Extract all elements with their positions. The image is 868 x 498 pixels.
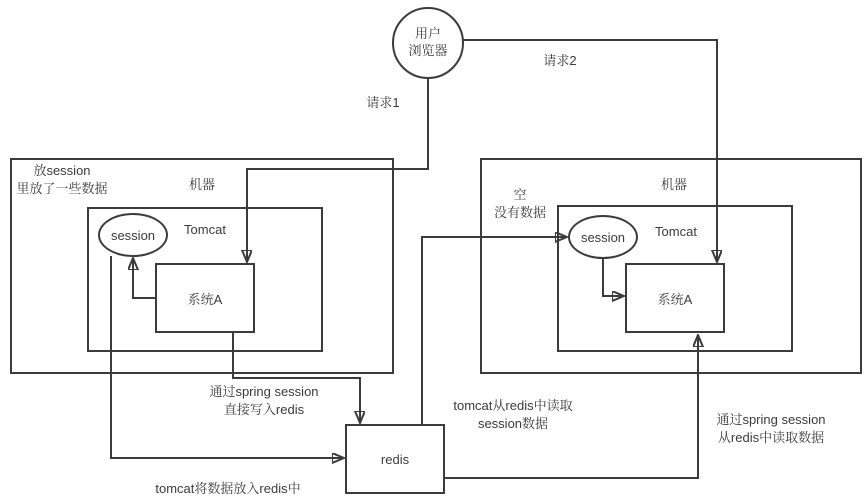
user-browser-label-line2: 浏览器 <box>408 43 448 58</box>
left-session-ellipse <box>98 213 168 257</box>
edge-tomcat-read-line1: tomcat从redis中读取 <box>453 398 573 413</box>
redis-label: redis <box>380 451 410 467</box>
edge-request1-label: 请求1 <box>366 95 400 110</box>
edge-spring-read-label <box>681 411 861 447</box>
right-session-label: session <box>580 229 626 245</box>
edge-spring-read-line2: 从redis中读取数据 <box>717 430 825 446</box>
left-machine-label: 机器 <box>188 177 215 192</box>
left-machine-note-line2: 里放了一些数据 <box>16 181 108 197</box>
redis-box <box>345 424 445 494</box>
edge-spring-write-label <box>174 383 354 419</box>
right-machine-note <box>462 186 578 222</box>
right-session-ellipse <box>568 215 638 259</box>
left-system-a-label: 系统A <box>187 291 223 307</box>
right-tomcat-label: Tomcat <box>655 224 697 239</box>
left-machine-note-line1: 放session <box>33 163 91 178</box>
left-machine-note <box>4 162 120 198</box>
edge-spring-write-line2: 直接写入redis <box>223 402 305 418</box>
right-system-a-label: 系统A <box>657 291 693 307</box>
left-system-a-box <box>155 263 255 333</box>
right-machine-note-line2: 没有数据 <box>493 205 546 221</box>
edge-tomcat-read-line2: session数据 <box>477 416 549 432</box>
edge-spring-write-line1: 通过spring session <box>209 384 319 399</box>
user-browser-label-line1: 用户 <box>414 26 441 42</box>
user-browser-node <box>392 7 464 79</box>
right-machine-note-line1: 空 <box>513 187 527 202</box>
edge-request2-label: 请求2 <box>543 53 577 68</box>
right-system-a-box <box>625 263 725 333</box>
left-tomcat-label: Tomcat <box>184 222 226 237</box>
edge-tomcat-read-label <box>423 397 603 433</box>
right-machine-label: 机器 <box>660 177 687 192</box>
edge-spring-read-line1: 通过spring session <box>716 412 826 427</box>
left-session-label: session <box>110 227 156 243</box>
edge-tomcat-put-label: tomcat将数据放入redis中 <box>155 481 301 496</box>
